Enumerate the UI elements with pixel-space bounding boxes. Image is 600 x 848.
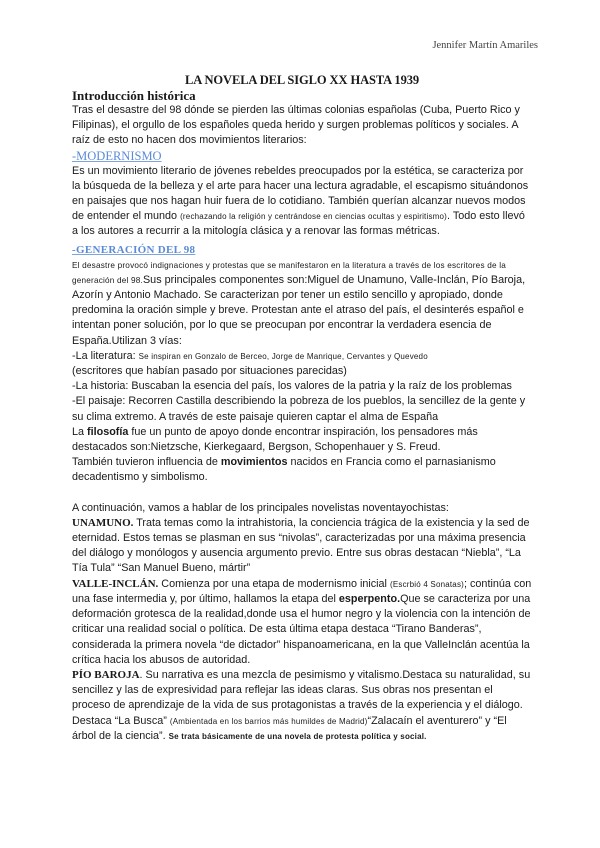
unamuno-paragraph [72, 516, 532, 577]
generacion-intro: El desastre provocó indignaciones y protestas que se manifestaron en la literatura a través de los escritores de la generación del 98. [72, 260, 506, 285]
filosofia-pre: La [72, 425, 88, 438]
valle-paragraph [72, 577, 532, 668]
novelistas-intro: A continuación, vamos a hablar de los principales novelistas noventayochistas: [72, 501, 449, 514]
spacer [72, 486, 532, 501]
generacion-heading: -GENERACIÓN DEL 98 [72, 243, 196, 256]
document-body [72, 72, 532, 744]
header-author: Jennifer Martín Amariles [432, 40, 538, 51]
via-literatura-note: Se inspiran en Gonzalo de Berceo, Jorge de Manrique, Cervantes y Quevedo [138, 351, 428, 361]
influencia-bold: movimientos [220, 456, 288, 469]
baroja-paragraph [72, 668, 532, 744]
unamuno-name: UNAMUNO. [72, 516, 134, 529]
valle-text-2: ; continúa con una fase intermedia y, por último, hallamos la etapa del [72, 577, 532, 605]
modernismo-paragraph [72, 164, 532, 240]
baroja-name: PÍO BAROJA [72, 668, 140, 681]
valle-note: (Escrbió 4 Sonatas) [389, 579, 465, 589]
valle-text-3: Que se caracteriza por una deformación grotesca de la realidad,donde usa el humor negro y la violencia con la intención de criticar una realidad social o política. De esta última etapa destaca “Tirano Banderas”, considerada la primera novela “de dictador” hispanoamericana, en la que ValleInclán acentúa la crítica hacia los abusos de autoridad. [72, 592, 531, 666]
modernismo-text-1: Es un movimiento literario de jóvenes rebeldes preocupados por la estética, se caracteriza por la búsqueda de la belleza y el arte para hacer una lectura agradable, el escapismo situándonos en paisajes que nos hagan huir fuera de lo cotidiano. También querían alcanzar nuevos modos de entender el mundo [72, 164, 529, 223]
generacion-paragraph [72, 258, 532, 349]
via-historia: -La historia: Buscaban la esencia del país, los valores de la patria y la raíz de los problemas [72, 380, 512, 393]
valle-text-1: Comienza por una etapa de modernismo inicial [158, 577, 390, 590]
filosofia-post: fue un punto de apoyo donde encontrar inspiración, los pensadores más destacados son:Nietzsche, Kierkegaard, Bergson, Schopenhauer y S. Freud. [72, 425, 478, 454]
via-literatura-text: (escritores que habían pasado por situaciones parecidas) [72, 365, 347, 378]
baroja-note-2: Se trata básicamente de una novela de protesta política y social. [168, 731, 427, 741]
document-title: LA NOVELA DEL SIGLO XX HASTA 1939 [184, 73, 420, 87]
baroja-text-2: “Zalacaín el aventurero” y “El árbol de la ciencia”. [72, 714, 507, 742]
filosofia-paragraph [72, 425, 532, 455]
modernismo-note: (rechazando la religión y centrándose en ciencias ocultas y espiritismo) [180, 212, 448, 222]
valle-name: VALLE-INCLÁN. [72, 577, 159, 590]
modernismo-heading: -MODERNISMO [72, 148, 162, 163]
baroja-note-1: (Ambientada en los barrios más humildes de Madrid) [169, 716, 368, 726]
valle-esperpento: esperpento. [338, 592, 401, 605]
intro-paragraph: Tras el desastre del 98 dónde se pierden las últimas colonias españolas (Cuba, Puerto Rico y Filipinas), el orgullo de los españoles queda herido y surgen problemas políticos y sociales. A raíz de esto no hacen dos movimientos literarios: [72, 104, 520, 147]
modernismo-text-2: . Todo esto llevó a los autores a recurrir a la mitología clásica y a renovar las formas métricas. [72, 210, 525, 238]
generacion-text: Sus principales componentes son:Miguel de Unamuno, Valle-Inclán, Pío Baroja, Azorín y Antonio Machado. Se caracterizan por tener un estilo sencillo y apropiado, donde predomina la oración simple y breve. Protestan ante el atraso del país, el desinterés español e intentan poner solución, por lo que se preocupan por encontrar la verdadera esencia de España.Utilizan 3 vías: [72, 273, 526, 347]
via-literatura-label: -La literatura: [72, 349, 139, 362]
baroja-text-1: . Su narrativa es una mezcla de pesimismo y vitalismo.Destaca su naturalidad, su sencillez y las de expresividad para reflejar las ideas claras. Sus obras nos presentan el proceso de aprendizaje de la vida de sus protagonistas a través de la experiencia y el diálogo. Destaca “La Busca” [72, 668, 531, 727]
unamuno-text: Trata temas como la intrahistoria, la conciencia trágica de la existencia y la sed de eternidad. Estos temas se plasman en sus “nivolas”, caracterizadas por una máxima presencia del diálogo y monólogos y ausencia argumento previo. Entre sus obras destacan “Niebla”, “La Tía Tula” “San Manuel Bueno, mártir” [72, 516, 530, 575]
influencia-pre: También tuvieron influencia de [72, 456, 221, 469]
filosofia-bold: filosofía [87, 425, 129, 438]
intro-heading: Introducción histórica [72, 88, 196, 103]
via-literatura [72, 349, 532, 379]
via-paisaje: -El paisaje: Recorren Castilla describiendo la pobreza de los pueblos, la sencillez de la gente y su clima extremo. A través de este paisaje quieren captar el alma de España [72, 395, 526, 423]
influencia-post: nacidos en Francia como el parnasianismo decadentismo y simbolismo. [72, 456, 496, 484]
influencia-paragraph [72, 455, 532, 485]
